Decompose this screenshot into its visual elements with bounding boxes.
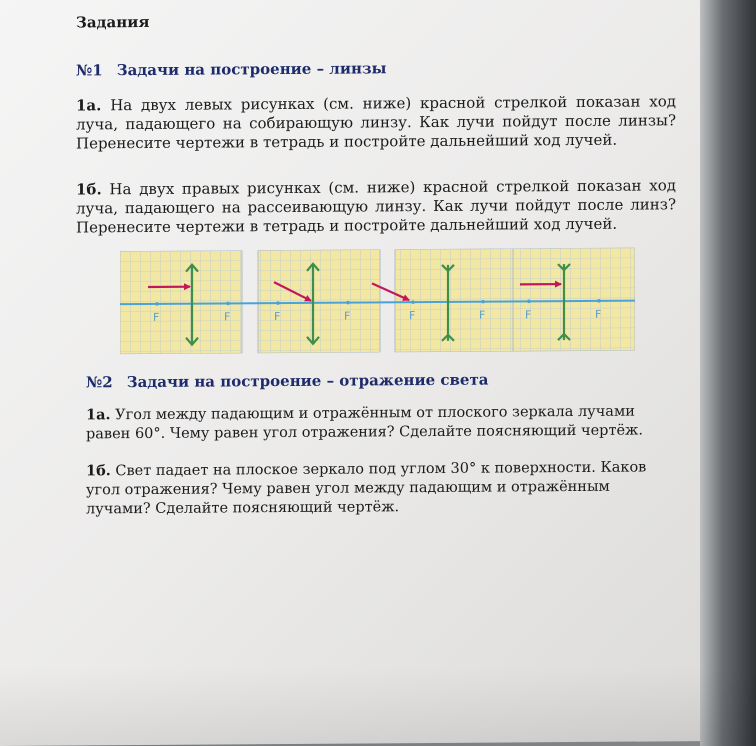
task-1b-label: 1б. <box>76 180 102 199</box>
task-2-1b-label: 1б. <box>86 462 111 480</box>
task-1b-lenses <box>76 176 676 237</box>
task-1b-text: На двух правых рисунках (см. ниже) красной стрелкой показан ход луча, падающего на рассеивающую линзу. Как лучи пойдут после линз? Перенесите чертежи в тетрадь и постройте дальнейший ход лучей. <box>76 176 676 237</box>
focus-label-3: F <box>274 310 281 324</box>
focus-label-1: F <box>153 310 160 324</box>
task-1a-text: На двух левых рисунках (см. ниже) красной стрелкой показан ход луча, падающего на собирающую линзу. Как лучи пойдут после линзы? Перенесите чертежи в тетрадь и постройте дальнейший ход лучей. <box>76 92 676 153</box>
focus-label-7: F <box>525 308 532 322</box>
focus-label-2: F <box>224 310 231 324</box>
page-heading: Задания <box>76 12 150 32</box>
focus-label-4: F <box>344 309 351 323</box>
section2-number: №2 <box>86 373 113 392</box>
task-1a-lenses <box>76 92 676 153</box>
task-1a-reflection <box>86 401 666 444</box>
figure-panel-4 <box>513 248 635 352</box>
section1-title-text: Задачи на построение – линзы <box>116 59 387 80</box>
task-2-1b-text: Свет падает на плоское зеркало под углом 30° к поверхности. Каков угол отражения? Чему равен угол между падающим и отражённым лучами? Сделайте поясняющий чертёж. <box>86 459 647 518</box>
section1-number: №1 <box>76 61 103 80</box>
task-2-1a-text: Угол между падающим и отражённым от плоского зеркала лучами равен 60°. Чему равен угол отражения? Сделайте поясняющий чертёж. <box>86 403 644 443</box>
section1-title <box>76 59 387 79</box>
bottom-shade <box>0 666 756 746</box>
focus-label-8: F <box>595 307 602 321</box>
section2-title <box>86 371 488 392</box>
task-1b-reflection <box>86 457 676 519</box>
figure-panel-1 <box>120 250 242 354</box>
focus-label-5: F <box>409 309 416 323</box>
monitor-bezel-shadow <box>700 0 756 746</box>
task-1a-label: 1а. <box>76 96 102 115</box>
lens-figures <box>120 248 635 355</box>
figure-panel-3 <box>395 248 517 352</box>
focus-label-6: F <box>479 308 486 322</box>
task-2-1a-label: 1а. <box>86 406 111 424</box>
section2-title-text: Задачи на построение – отражение света <box>126 370 489 392</box>
